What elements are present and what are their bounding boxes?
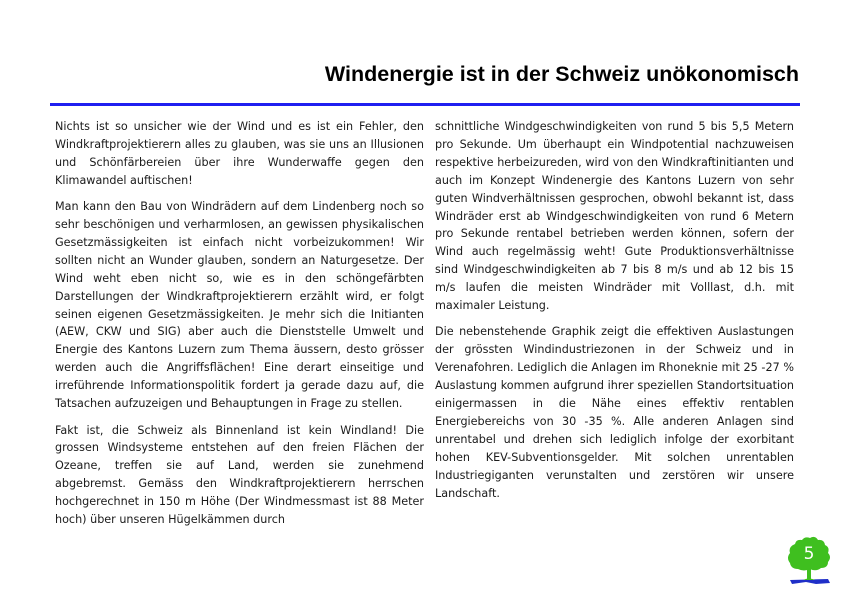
paragraph: Die nebenstehende Graphik zeigt die effektiven Auslastungen der grössten Windindustriezonen in der Schweiz und in Verenafohren. Lediglich die Anlagen im Rhoneknie mit 25 -27 % Auslastung kommen aufgrund ihrer speziellen Standortsituation einigermassen in die Nähe eines effektiv rentablen Energiebereichs von 30 -35 %. Alle anderen Anlagen sind unrentabel und drehen sich lediglich infolge der exorbitant hohen KEV-Subventionsgelder. Mit solchen unrentablen Industriegiganten verunstalten und zerstören wir unsere Landschaft.	[435, 325, 794, 500]
paragraph: schnittliche Windgeschwindigkeiten von rund 5 bis 5,5 Metern pro Sekunde. Um überhaupt ein Windpotential nachzuweisen respektive herbeizureden, wird von den Windkraftinitianten und auch im Konzept Windenergie des Kantons Luzern von sehr guten Windverhältnissen gesprochen, obwohl bekannt ist, dass Windräder erst ab Windgeschwindigkeiten von rund 6 Metern pro Sekunde rentabel betrieben werden können, sofern der Wind auch regelmässig weht! Gute Produktionsverhältnisse sind Windgeschwindigkeiten ab 7 bis 8 m/s und ab 12 bis 15 m/s laufen die meisten Windräder mit Volllast, d.h. mit maximaler Leistung.	[435, 120, 794, 313]
paragraph: Fakt ist, die Schweiz als Binnenland ist kein Windland! Die grossen Windsysteme entstehen auf den freien Flächen der Ozeane, treffen sie auf Land, werden sie zunehmend abgebremst. Gemäss den Windkraftprojektierern herrschen hochgerechnet in 150 m Höhe (Der Windmessmast ist 88 Meter hoch) über unseren Hügelkämmen durch	[55, 423, 424, 527]
text-column-left	[55, 118, 424, 537]
page-number-badge	[786, 536, 832, 586]
page-number: 5	[803, 544, 815, 564]
paragraph: Nichts ist so unsicher wie der Wind und es ist ein Fehler, den Windkraftprojektierern alles zu glauben, was sie uns an Illusionen und Schönfärbereien über ihre Wunderwaffe gegen den Klimawandel auftischen!	[55, 120, 424, 187]
text-column-right	[435, 118, 794, 511]
paragraph: Man kann den Bau von Windrädern auf dem Lindenberg noch so sehr beschönigen und verharmlosen, an gewissen physikalischen Gesetzmässigkeiten ist einfach nicht vorbeizukommen! Wir sollten nicht an Wunder glauben, sondern an Naturgesetze. Der Wind weht eben nicht so, wie es in den schöngefärbten Darstellungen der Windkraftprojektierern erzählt wird, er folgt seinen eigenen Gesetzmässigkeiten. Je mehr sich die Initianten (AEW, CKW und SIG) aber auch die Dienststelle Umwelt und Energie des Kantons Luzern zum Thema äussern, desto grösser werden auch die Angriffsflächen! Eine derart einseitige und irreführende Informationspolitik fordert ja gerade dazu auf, die Tatsachen aufzuzeigen und Behauptungen in Frage zu stellen.	[55, 200, 424, 411]
title-divider	[50, 103, 800, 106]
page-title: Windenergie ist in der Schweiz unökonomisch	[324, 62, 799, 86]
